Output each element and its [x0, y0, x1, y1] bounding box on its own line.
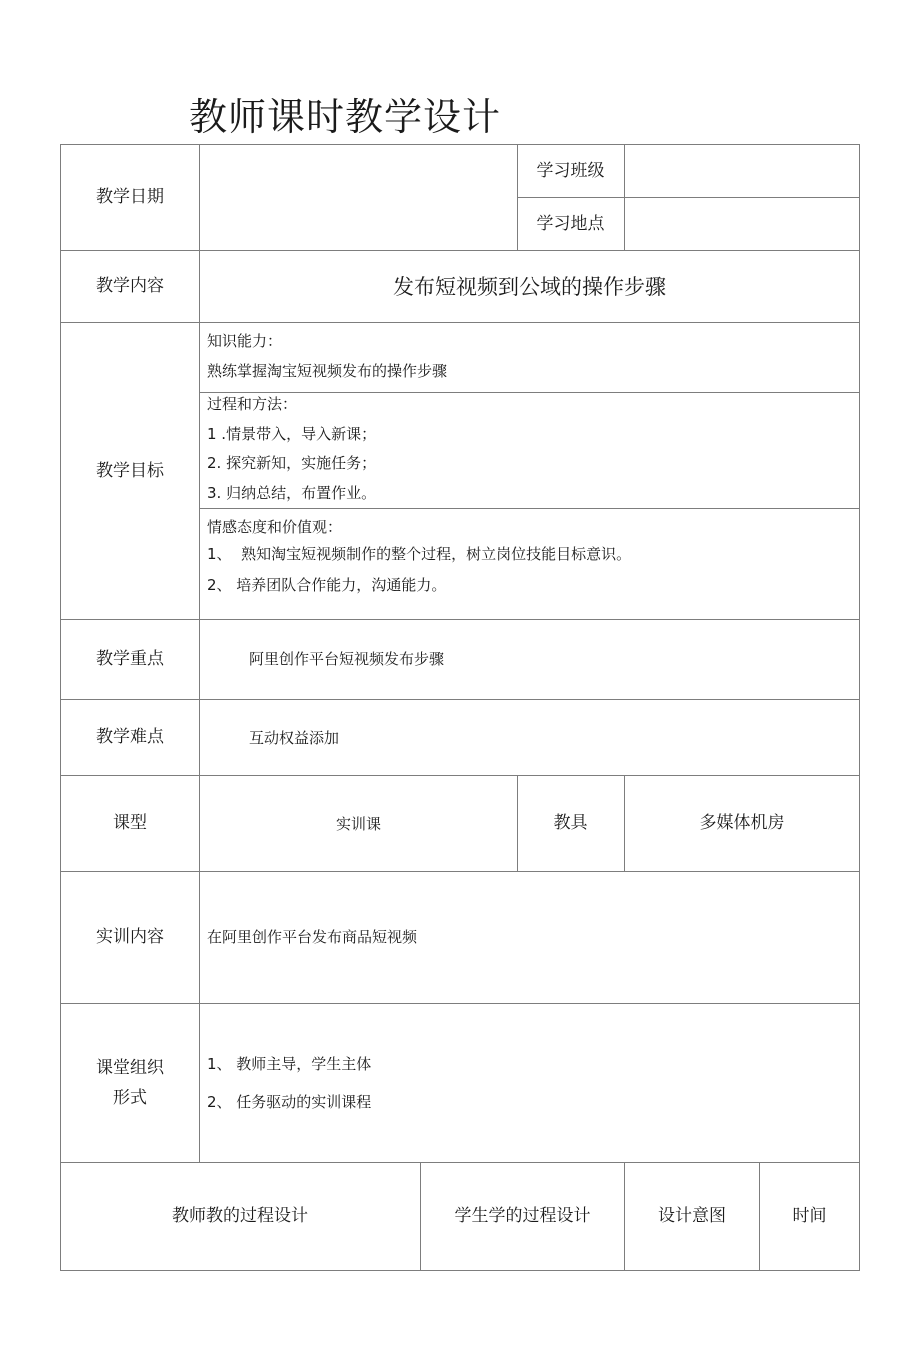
location-label: 学习地点 — [536, 213, 605, 234]
objectives-label: 教学目标 — [96, 460, 164, 481]
table-border-right — [859, 144, 860, 1271]
location-value — [625, 197, 859, 250]
date-value — [200, 144, 517, 250]
teacher-process-header: 教师教的过程设计 — [172, 1206, 308, 1226]
key-points-label: 教学重点 — [96, 649, 164, 669]
class-label: 学习班级 — [536, 160, 605, 181]
process-line: 2. 探究新知，实施任务； — [207, 454, 377, 472]
emotion-heading: 情感态度和价值观： — [207, 518, 343, 536]
difficulties-value: 互动权益添加 — [249, 729, 340, 747]
row-divider — [199, 392, 860, 393]
organization-line: 2、 任务驱动的实训课程 — [207, 1093, 372, 1111]
content-label: 教学内容 — [96, 276, 164, 296]
organization-line: 1、 教师主导，学生主体 — [207, 1055, 372, 1073]
tools-value: 多媒体机房 — [699, 813, 785, 833]
row-divider — [199, 508, 860, 509]
process-heading: 过程和方法： — [207, 395, 298, 413]
content-value: 发布短视频到公域的操作步骤 — [393, 275, 666, 299]
table-border-bottom — [60, 1270, 860, 1271]
process-line: 1 .情景带入，导入新课； — [207, 425, 377, 443]
emotion-line: 2、 培养团队合作能力，沟通能力。 — [207, 576, 447, 594]
training-label: 实训内容 — [96, 927, 164, 947]
process-line: 3. 归纳总结，布置作业。 — [207, 484, 377, 502]
training-value: 在阿里创作平台发布商品短视频 — [207, 928, 418, 946]
emotion-line: 1、 熟知淘宝短视频制作的整个过程，树立岗位技能目标意识。 — [207, 545, 632, 563]
organization-label — [60, 1003, 200, 1162]
design-intent-header: 设计意图 — [658, 1206, 726, 1226]
tools-label: 教具 — [553, 813, 588, 833]
time-header: 时间 — [792, 1206, 827, 1226]
knowledge-line: 熟练掌握淘宝短视频发布的操作步骤 — [207, 362, 448, 380]
student-process-header: 学生学的过程设计 — [454, 1206, 591, 1226]
class-value — [625, 144, 859, 197]
difficulties-label: 教学难点 — [96, 727, 164, 747]
course-type-label: 课型 — [113, 813, 147, 833]
organization-label-line1: 课堂组织 — [96, 1057, 164, 1078]
knowledge-heading: 知识能力： — [207, 332, 283, 350]
course-type-value: 实训课 — [335, 814, 381, 833]
key-points-value: 阿里创作平台短视频发布步骤 — [249, 650, 445, 668]
document-title: 教师课时教学设计 — [189, 95, 502, 139]
date-label: 教学日期 — [96, 187, 164, 207]
organization-label-line2: 形式 — [113, 1087, 147, 1108]
